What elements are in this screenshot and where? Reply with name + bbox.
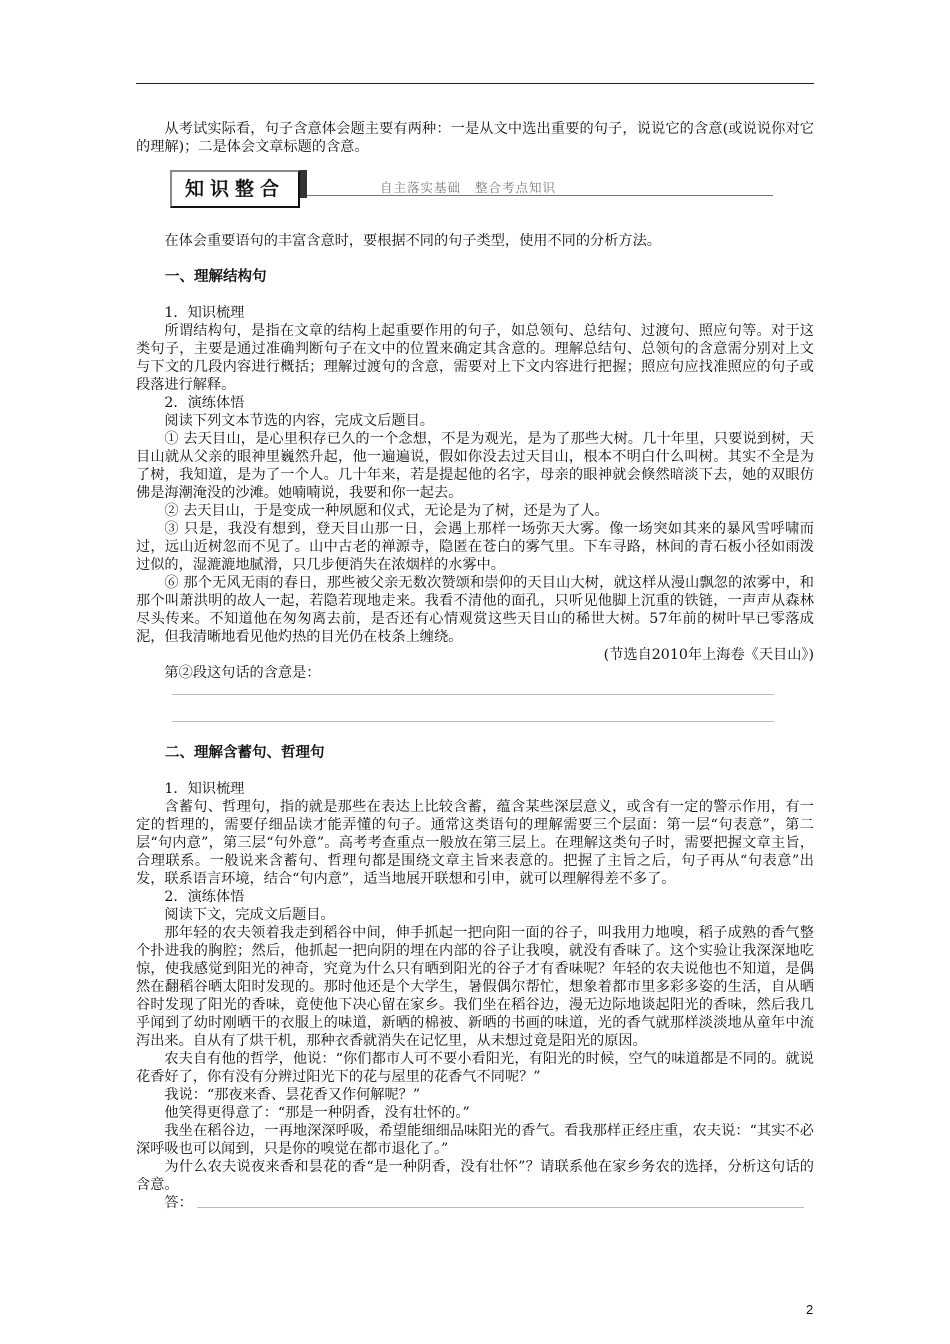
- passage1-para6: ⑥ 那个无风无雨的春日，那些被父亲无数次赞颂和崇仰的天目山大树，就这样从漫山飘忽的浓雾中，和那个叫萧洪明的故人一起，若隐若现地走来。我看不清他的面孔，只听见他脚上沉重的铁链，一声声从森林尽头传来。不知道他在匆匆离去前，是否还有心情观赏这些天目山的稀世大树。57年前的树叶早已零落成泥，但我清晰地看见他灼热的目光仍在枝条上缠绕。: [136, 575, 814, 645]
- answer-label: 答：: [164, 1195, 193, 1211]
- section2-heading: 二、理解含蓄句、哲理句: [165, 745, 325, 761]
- section2-question: 为什么农夫说夜来香和昙花的香“是一种阴香，没有壮怀”？请联系他在家乡务农的选择，分析这句话的含意。: [136, 1159, 814, 1193]
- section1-knowledge: 所谓结构句，是指在文章的结构上起重要作用的句子，如总领句、总结句、过渡句、照应句等。对于这类句子，主要是通过准确判断句子在文中的位置来确定其含意的。理解总结句、总领句的含意需分别对上文与下文的几段内容进行概括；理解过渡句的含意，需要对上下文内容进行把握；照应句应找准照应的句子或段落进行解释。: [136, 323, 814, 393]
- banner-tag-1: 自主落实基础: [380, 180, 462, 195]
- page-number: 2: [806, 1302, 814, 1317]
- passage1-source: (节选自2010年上海卷《天目山》): [603, 647, 814, 663]
- passage2-para1: 那年轻的农夫领着我走到稻谷中间，伸手抓起一把向阳一面的谷子，叫我用力地嗅，稻子成熟的香气整个扑进我的胸腔；然后，他抓起一把向阴的埋在内部的谷子让我嗅，就没有香味了。这个实验让我深深地吃惊，使我感觉到阳光的神奇，究竟为什么只有晒到阳光的谷子才有香味呢？年轻的农夫说他也不知道，是偶然在翻稻谷晒太阳时发现的。那时他还是个大学生，暑假偶尔帮忙，想象着都市里多彩多姿的生活，自从晒谷时发现了阳光的香味，竟使他下决心留在家乡。我们坐在稻谷边，漫无边际地谈起阳光的香味，然后我几乎闻到了幼时刚晒干的衣服上的味道，新晒的棉被、新晒的书画的味道，光的香气就那样淡淡地从童年中流泻出来。自从有了烘干机，那种衣香就消失在记忆里，从未想过竟是阳光的原因。: [136, 925, 814, 1049]
- passage2-para3: 我说：“那夜来香、昙花香又作何解呢？”: [164, 1087, 421, 1103]
- passage1-para3: ③ 只是，我没有想到，登天目山那一日，会遇上那样一场弥天大雾。像一场突如其来的暴风雪呼啸而过，远山近树忽而不见了。山中古老的禅源寺，隐匿在苍白的雾气里。下车寻路，林间的青石板小径如雨泼过似的，湿漉漉地腻滑，只几步便消失在浓烟样的水雾中。: [136, 521, 814, 573]
- section2-sub1: 1．知识梳理: [164, 781, 245, 797]
- banner-tag-2: 整合考点知识: [475, 180, 557, 195]
- section2-knowledge: 含蓄句、哲理句，指的就是那些在表达上比较含蓄，蕴含某些深层意义，或含有一定的警示作用，有一定的哲理的，需要仔细品读才能弄懂的句子。通常这类语句的理解需要三个层面：第一层“句表意”，第二层“句内意”，第三层“句外意”。高考考查重点一般放在第三层上。在理解这类句子时，需要把握文章主旨，合理联系。一般说来含蓄句、哲理句都是围绕文章主旨来表意的。把握了主旨之后，句子再从“句表意”出发，联系语言环境，结合“句内意”，适当地展开联想和引申，就可以理解得差不多了。: [136, 799, 814, 887]
- banner-box: [170, 170, 300, 208]
- banner-tags: [380, 179, 570, 197]
- document-body: [136, 120, 814, 1212]
- intro-paragraph: 从考试实际看，句子含意体会题主要有两种：一是从文中选出重要的句子，说说它的含意(或说说你对它的理解)；二是体会文章标题的含意。: [136, 121, 814, 155]
- passage1-para2: ② 去天目山，于是变成一种夙愿和仪式，无论是为了树，还是为了人。: [164, 503, 609, 519]
- passage2-para5: 我坐在稻谷边，一再地深深呼吸，希望能细细品味阳光的香气。看我那样正经庄重，农夫说：“其实不必深呼吸也可以闻到，只是你的嗅觉在都市退化了。”: [136, 1123, 814, 1157]
- section1-sub2: 2．演练体悟: [164, 395, 245, 411]
- section1-question: 第②段这句话的含意是：: [164, 665, 321, 681]
- passage2-para2: 农夫自有他的哲学，他说：“你们都市人可不要小看阳光，有阳光的时候，空气的味道都是不同的。就说花香好了，你有没有分辨过阳光下的花与屋里的花香气不同呢？”: [136, 1051, 814, 1085]
- answer-line-3[interactable]: [197, 1207, 804, 1208]
- section2-sub2: 2．演练体悟: [164, 889, 245, 905]
- banner-bar: [300, 170, 307, 198]
- lead-paragraph: 在体会重要语句的丰富含意时，要根据不同的句子类型，使用不同的分析方法。: [164, 233, 661, 249]
- section2-instruction: 阅读下文，完成文后题目。: [164, 907, 335, 923]
- passage1-para1: ① 去天目山，是心里积存已久的一个念想，不是为观光，是为了那些大树。几十年里，只要说到树，天目山就从父亲的眼神里巍然升起，他一遍遍说，假如你没去过天目山，根本不明白什么叫树。其实不全是为了树，我知道，是为了一个人。几十年来，若是提起他的名字，母亲的眼神就会倏然暗淡下去，她的双眼仿佛是海潮淹没的沙滩。她喃喃说，我要和你一起去。: [136, 431, 814, 501]
- section-banner: [136, 162, 814, 224]
- section1-instruction: 阅读下列文本节选的内容，完成文后题目。: [164, 413, 434, 429]
- banner-title: 知识整合: [184, 178, 285, 200]
- section1-heading: 一、理解结构句: [165, 269, 267, 285]
- top-rule: [136, 83, 814, 84]
- passage2-para4: 他笑得更得意了：“那是一种阴香，没有壮怀的。”: [164, 1105, 470, 1121]
- section1-sub1: 1．知识梳理: [164, 305, 245, 321]
